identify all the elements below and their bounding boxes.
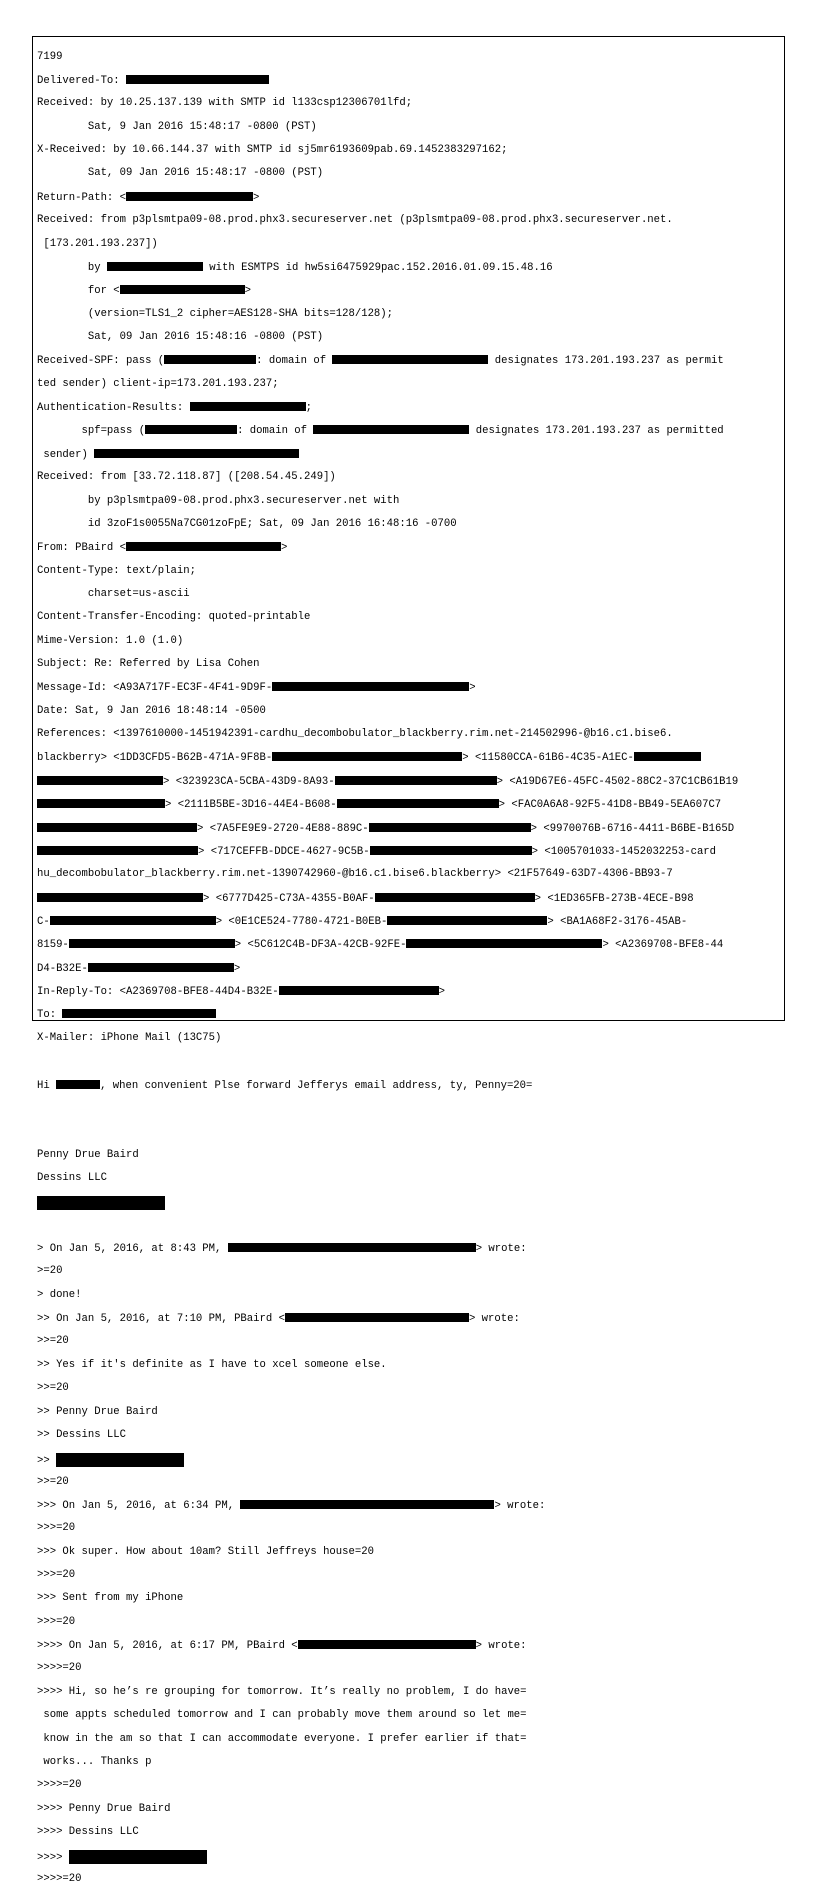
quote-header: > On Jan 5, 2016, at 8:43 PM, > wrote: — [37, 1243, 527, 1256]
received-header: Received: by 10.25.137.139 with SMTP id l133csp12306701lfd; — [37, 97, 413, 110]
x-mailer-line: X-Mailer: iPhone Mail (13C75) — [37, 1031, 222, 1044]
in-reply-to-line: In-Reply-To: <A2369708-BFE8-44D4-B32E- > — [37, 986, 445, 999]
mime-version-line: Mime-Version: 1.0 (1.0) — [37, 634, 184, 647]
message-number: 7199 — [37, 50, 63, 63]
quote-line: >>>>=20 — [37, 1872, 82, 1885]
transfer-encoding-line: Content-Transfer-Encoding: quoted-printable — [37, 611, 311, 624]
redaction-bar — [62, 1009, 216, 1018]
references-line: hu_decombobulator_blackberry.rim.net-1390742960-@b16.c1.bise6.blackberry> <21F57649-63D7-4306-BB93-7 — [37, 868, 673, 881]
delivered-to-line: Delivered-To: — [37, 75, 738, 87]
redaction-bar — [335, 776, 497, 785]
charset-line: charset=us-ascii — [37, 587, 190, 600]
references-line: blackberry> <1DD3CFD5-B62B-471A-9F8B- > <11580CCA-61B6-4C35-A1EC- — [37, 752, 738, 764]
received-by-line: by p3plsmtpa09-08.prod.phx3.secureserver.net with — [37, 494, 400, 507]
x-received-header: X-Received: by 10.66.144.37 with SMTP id sj5mr6193609pab.69.1452383297162; — [37, 144, 508, 157]
spf-line-2: ted sender) client-ip=173.201.193.237; — [37, 377, 279, 390]
quote-line: >>>> Dessins LLC — [37, 1826, 139, 1838]
redaction-bar — [120, 285, 245, 294]
quote-line: >>=20 — [37, 1382, 69, 1395]
redaction-bar — [37, 776, 163, 785]
to-line: To: — [37, 1009, 738, 1021]
redaction-bar — [145, 425, 237, 434]
redaction-bar — [37, 846, 198, 855]
received-tls: (version=TLS1_2 cipher=AES128-SHA bits=128/128); — [37, 307, 394, 320]
quote-line: >>>> — [37, 1850, 738, 1862]
quote-header: >> On Jan 5, 2016, at 7:10 PM, PBaird < > wrote: — [37, 1313, 520, 1326]
redaction-bar — [107, 262, 203, 271]
redaction-bar — [56, 1453, 184, 1467]
signature-redacted — [37, 1196, 738, 1208]
redaction-bar — [272, 682, 469, 691]
quote-line: >> Dessins LLC — [37, 1428, 127, 1441]
redaction-bar — [69, 1850, 207, 1864]
redaction-bar — [279, 986, 439, 995]
from-line: From: PBaird < > — [37, 542, 288, 555]
references-line: C- > <0E1CE524-7780-4721-B0EB- > <BA1A68F2-3176-45AB- — [37, 915, 688, 928]
redaction-bar — [37, 893, 203, 902]
received-by-line: by with ESMTPS id hw5si6475929pac.152.2016.01.09.15.48.16 — [37, 261, 553, 274]
content-type-line: Content-Type: text/plain; — [37, 564, 196, 577]
redaction-bar — [298, 1640, 476, 1649]
redaction-bar — [164, 355, 256, 364]
received-header: Received: from [33.72.118.87] ([208.54.45.249]) — [37, 471, 336, 484]
redaction-bar — [126, 75, 269, 84]
references-line: > <717CEFFB-DDCE-4627-9C5B- > <1005701033-1452032253-card — [37, 846, 738, 858]
greeting-line: Hi , when convenient Plse forward Jefferys email address, ty, Penny=20= — [37, 1079, 533, 1092]
references-line: > <323923CA-5CBA-43D9-8A93- > <A19D67E6-45FC-4502-88C2-37C1CB61B19 — [37, 776, 738, 788]
quote-line: >> Penny Drue Baird — [37, 1405, 158, 1418]
quote-line: >>>> Penny Drue Baird — [37, 1802, 171, 1815]
redaction-bar — [37, 799, 165, 808]
references-line: > <7A5FE9E9-2720-4E88-889C- > <9970076B-6716-4411-B6BE-B165D — [37, 823, 738, 835]
quote-line: >> — [37, 1453, 738, 1465]
received-for-line: for < > — [37, 285, 252, 298]
received-header: Received: from p3plsmtpa09-08.prod.phx3.secureserver.net (p3plsmtpa09-08.prod.phx3.secureserver.net. — [37, 214, 673, 227]
references-line: 8159- > <5C612C4B-DF3A-42CB-92FE- > <A2369708-BFE8-44 — [37, 939, 724, 952]
quote-line: know in the am so that I can accommodate everyone. I prefer earlier if that= — [37, 1732, 527, 1745]
received-date: Sat, 09 Jan 2016 15:48:16 -0800 (PST) — [37, 331, 324, 343]
quote-line: >>> Sent from my iPhone — [37, 1592, 184, 1605]
redaction-bar — [369, 823, 531, 832]
subject-line: Subject: Re: Referred by Lisa Cohen — [37, 658, 260, 671]
quote-header: >>>> On Jan 5, 2016, at 6:17 PM, PBaird < > wrote: — [37, 1640, 527, 1653]
redaction-bar — [370, 846, 532, 855]
quote-line: >>>> Hi, so he’s re grouping for tomorrow. It’s really no problem, I do have= — [37, 1685, 527, 1698]
quote-line: >>>=20 — [37, 1522, 76, 1535]
date-line: Date: Sat, 9 Jan 2016 18:48:14 -0500 — [37, 704, 266, 717]
redaction-bar — [37, 1196, 165, 1210]
quote-line: >>=20 — [37, 1475, 69, 1488]
quote-line: >>>=20 — [37, 1569, 76, 1582]
redaction-bar — [272, 752, 462, 761]
references-line: D4-B32E- > — [37, 962, 241, 975]
redaction-bar — [126, 192, 253, 201]
redaction-bar — [126, 542, 281, 551]
quote-line: >> Yes if it's definite as I have to xcel someone else. — [37, 1358, 387, 1371]
document-page — [32, 36, 785, 1885]
redaction-bar — [228, 1243, 476, 1252]
quote-line: > done! — [37, 1288, 82, 1301]
redaction-bar — [69, 939, 235, 948]
references-line: > <6777D425-C73A-4355-B0AF- > <1ED365FB-273B-4ECE-B98 — [37, 893, 738, 905]
references-line: References: <1397610000-1451942391-cardhu_decombobulator_blackberry.rim.net-214502996-@b16.c1.bise6. — [37, 728, 673, 741]
spf-line: Received-SPF: pass ( : domain of designates 173.201.193.237 as permit — [37, 355, 724, 368]
references-line: > <2111B5BE-3D16-44E4-B608- > <FAC0A6A8-92F5-41D8-BB49-5EA607C7 — [37, 799, 738, 811]
quote-line: >>=20 — [37, 1335, 69, 1348]
redaction-bar — [94, 449, 299, 458]
redaction-bar — [37, 823, 197, 832]
redaction-bar — [313, 425, 469, 434]
received-date: Sat, 9 Jan 2016 15:48:17 -0800 (PST) — [37, 120, 317, 133]
quote-line: >=20 — [37, 1265, 63, 1278]
quote-line: >>> Ok super. How about 10am? Still Jeffreys house=20 — [37, 1545, 374, 1558]
x-received-date: Sat, 09 Jan 2016 15:48:17 -0800 (PST) — [37, 167, 324, 180]
redaction-bar — [406, 939, 602, 948]
redaction-bar — [56, 1080, 100, 1089]
redaction-bar — [387, 916, 547, 925]
redaction-bar — [190, 402, 306, 411]
redaction-bar — [240, 1500, 494, 1509]
redaction-bar — [88, 963, 234, 972]
redaction-bar — [285, 1313, 469, 1322]
spf-sender-line: sender) — [37, 449, 738, 461]
redaction-bar — [634, 752, 701, 761]
redaction-bar — [375, 893, 535, 902]
quote-line: >>>=20 — [37, 1615, 76, 1628]
quote-line: >>>>=20 — [37, 1779, 82, 1792]
spf-pass-line: spf=pass ( : domain of designates 173.201.193.237 as permitted — [37, 425, 724, 438]
auth-results-line: Authentication-Results: ; — [37, 402, 312, 415]
signature-name: Penny Drue Baird — [37, 1148, 139, 1161]
redaction-bar — [332, 355, 488, 364]
signature-company: Dessins LLC — [37, 1171, 107, 1184]
quote-header: >>> On Jan 5, 2016, at 6:34 PM, > wrote: — [37, 1499, 546, 1512]
redaction-bar — [50, 916, 216, 925]
email-text — [37, 40, 738, 1897]
received-id-line: id 3zoF1s0055Na7CG01zoFpE; Sat, 09 Jan 2016 16:48:16 -0700 — [37, 517, 457, 530]
received-ip: [173.201.193.237]) — [37, 237, 158, 250]
redaction-bar — [337, 799, 499, 808]
message-id-line: Message-Id: <A93A717F-EC3F-4F41-9D9F- > — [37, 682, 476, 695]
quote-line: some appts scheduled tomorrow and I can probably move them around so let me= — [37, 1709, 527, 1722]
quote-line: works... Thanks p — [37, 1755, 152, 1768]
return-path-line: Return-Path: < > — [37, 191, 260, 204]
quote-line: >>>>=20 — [37, 1662, 82, 1675]
